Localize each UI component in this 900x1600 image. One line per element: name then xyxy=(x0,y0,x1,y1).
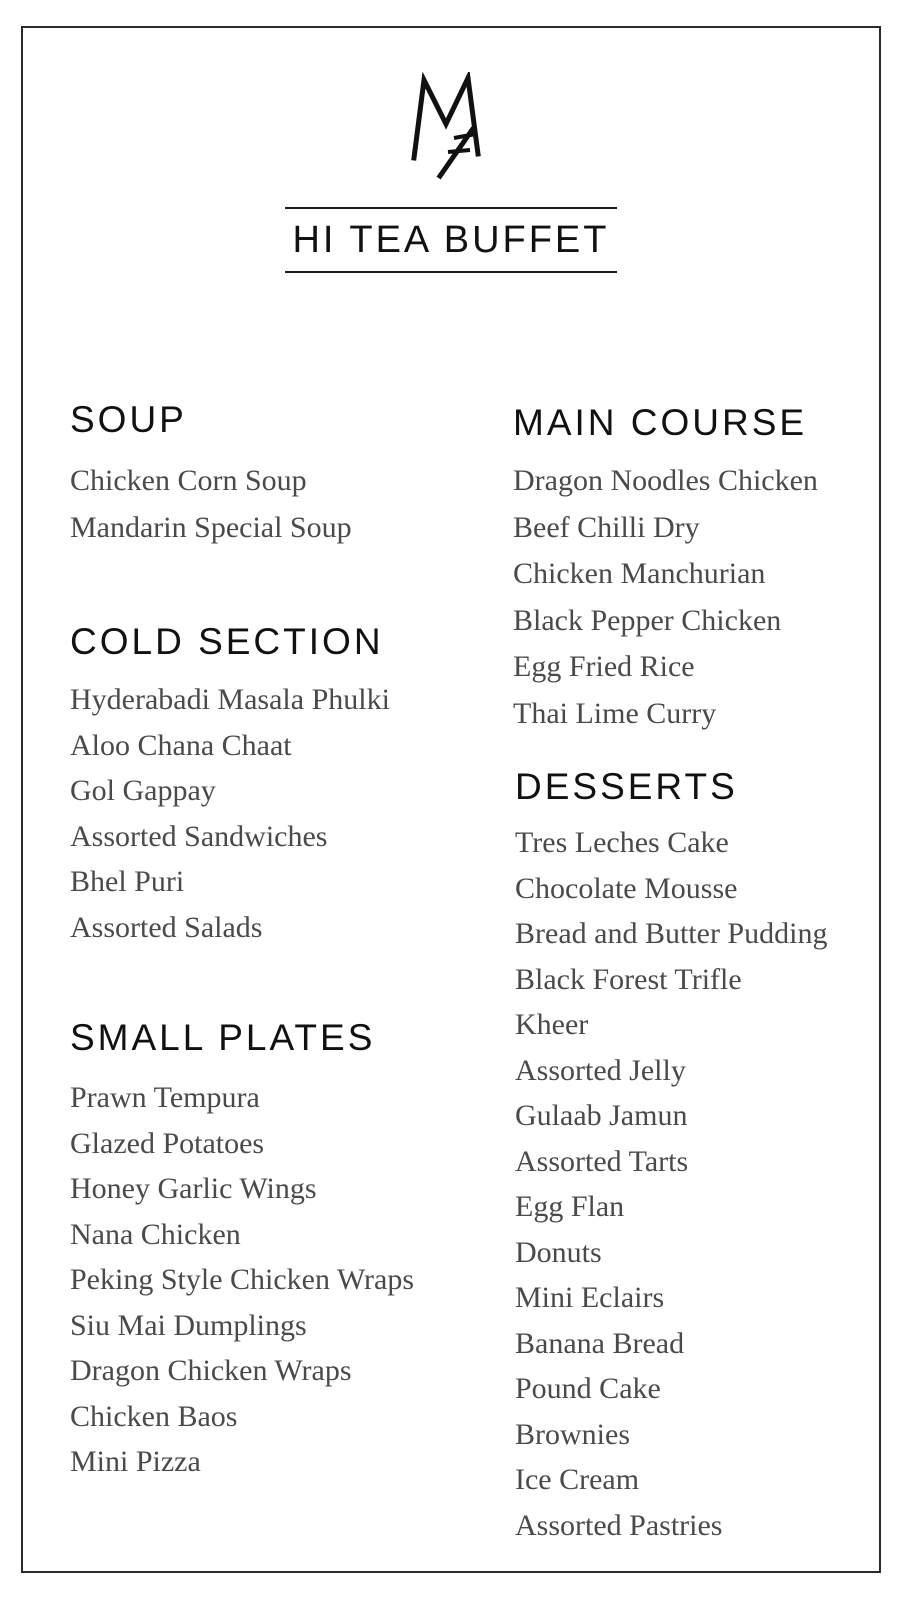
menu-item: Assorted Tarts xyxy=(515,1144,689,1178)
menu-item: Honey Garlic Wings xyxy=(70,1172,317,1205)
section-main-course xyxy=(513,398,818,737)
menu-item: Aloo Chana Chaat xyxy=(70,728,292,762)
section-cold-section xyxy=(70,617,390,950)
menu-title: HI TEA BUFFET xyxy=(292,219,610,261)
menu-item: Donuts xyxy=(515,1235,602,1269)
section-soup xyxy=(70,395,352,551)
section-heading: MAIN COURSE xyxy=(513,402,808,443)
menu-item: Gulaab Jamun xyxy=(515,1099,688,1132)
menu-item: Chocolate Mousse xyxy=(515,871,738,905)
menu-item: Thai Lime Curry xyxy=(513,696,717,730)
menu-item: Gol Gappay xyxy=(70,774,216,807)
menu-item: Mandarin Special Soup xyxy=(70,511,352,544)
menu-item: Pound Cake xyxy=(515,1372,661,1405)
menu-item: Assorted Sandwiches xyxy=(70,819,328,853)
menu-item: Chicken Manchurian xyxy=(513,557,766,590)
menu-item: Assorted Pastries xyxy=(515,1508,723,1542)
title-rule-bottom xyxy=(285,271,617,273)
menu-item: Siu Mai Dumplings xyxy=(70,1308,307,1342)
section-heading: SMALL PLATES xyxy=(70,1017,376,1058)
section-heading: COLD SECTION xyxy=(70,621,384,662)
menu-item: Chicken Corn Soup xyxy=(70,464,307,497)
menu-item-list xyxy=(70,457,352,551)
section-heading: DESSERTS xyxy=(515,766,738,807)
menu-item: Mini Pizza xyxy=(70,1445,201,1478)
menu-item: Kheer xyxy=(515,1008,589,1041)
menu-item: Peking Style Chicken Wraps xyxy=(70,1263,415,1296)
menu-item: Chicken Baos xyxy=(70,1399,238,1433)
menu-item: Hyderabadi Masala Phulki xyxy=(70,683,390,716)
menu-item-list xyxy=(70,1075,414,1485)
menu-item: Egg Flan xyxy=(515,1190,625,1223)
menu-item: Assorted Salads xyxy=(70,910,263,944)
menu-item-list xyxy=(513,458,818,737)
menu-item: Dragon Noodles Chicken xyxy=(513,464,818,497)
menu-item: Mini Eclairs xyxy=(515,1281,665,1314)
section-heading: SOUP xyxy=(70,399,187,440)
menu-item: Black Forest Trifle xyxy=(515,962,742,996)
menu-item-list xyxy=(515,820,827,1548)
section-small-plates xyxy=(70,1013,414,1485)
menu-item: Brownies xyxy=(515,1417,630,1451)
menu-item: Prawn Tempura xyxy=(70,1081,260,1114)
menu-item: Ice Cream xyxy=(515,1463,640,1496)
menu-item: Black Pepper Chicken xyxy=(513,603,782,637)
menu-item: Bread and Butter Pudding xyxy=(515,917,828,950)
menu-item: Tres Leches Cake xyxy=(515,826,729,859)
menu-item: Bhel Puri xyxy=(70,865,185,898)
title-rule-top xyxy=(285,207,617,209)
menu-item-list xyxy=(70,677,390,950)
menu-item: Beef Chilli Dry xyxy=(513,510,700,544)
menu-item: Nana Chicken xyxy=(70,1217,241,1251)
menu-item: Dragon Chicken Wraps xyxy=(70,1354,352,1387)
section-desserts xyxy=(515,762,827,1548)
menu-item: Banana Bread xyxy=(515,1326,685,1360)
menu-item: Egg Fried Rice xyxy=(513,650,695,683)
menu-item: Glazed Potatoes xyxy=(70,1126,265,1160)
menu-item: Assorted Jelly xyxy=(515,1053,686,1087)
mf-monogram-icon xyxy=(410,72,486,182)
